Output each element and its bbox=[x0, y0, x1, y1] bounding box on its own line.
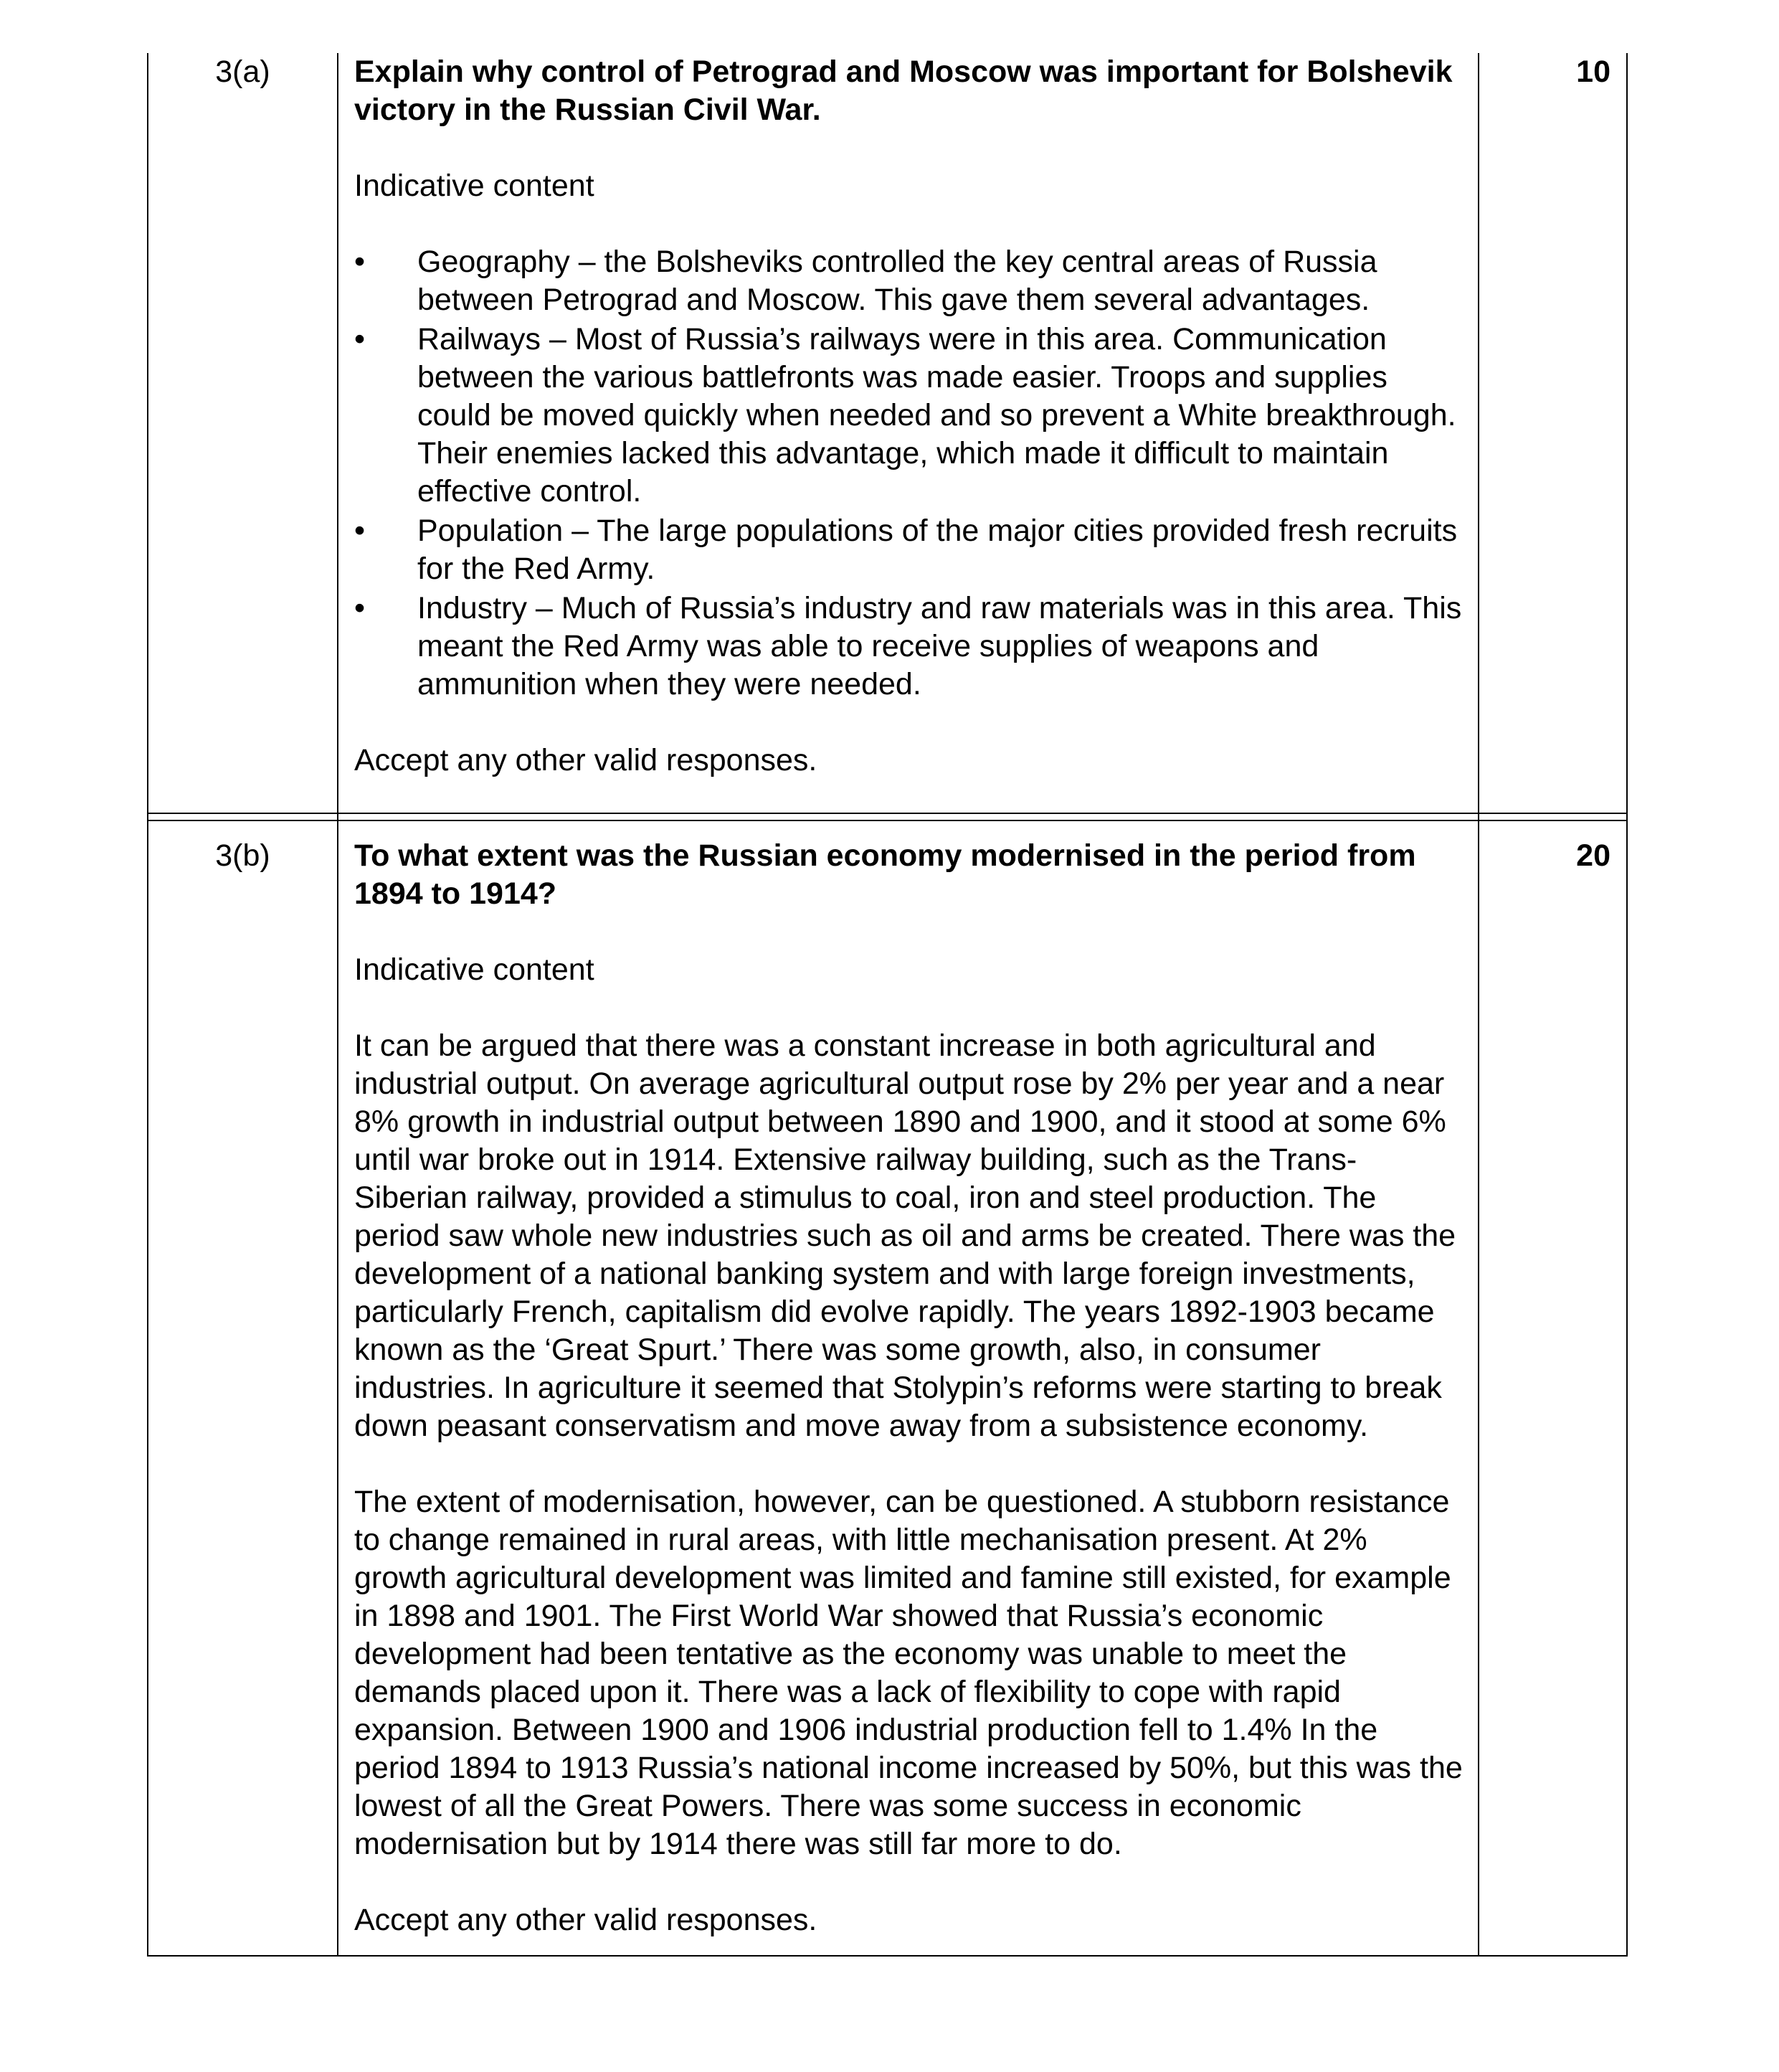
bullet-icon: • bbox=[354, 591, 366, 625]
divider-cell bbox=[338, 813, 1479, 820]
marks-value: 10 bbox=[1479, 53, 1627, 813]
bullet-icon: • bbox=[354, 245, 366, 279]
marks-value: 20 bbox=[1479, 820, 1627, 1956]
question-row-3a bbox=[148, 53, 1627, 813]
question-number: 3(b) bbox=[148, 820, 338, 1956]
list-item bbox=[354, 243, 1463, 319]
closing-note: Accept any other valid responses. bbox=[354, 743, 817, 777]
question-content bbox=[338, 53, 1479, 813]
question-text: To what extent was the Russian economy modernised in the period from 1894 to 1914? bbox=[354, 838, 1416, 911]
list-item-text: Population – The large populations of the major cities provided fresh recruits for the Red Army. bbox=[417, 514, 1458, 586]
indicative-content-heading: Indicative content bbox=[354, 952, 594, 987]
list-item-text: Railways – Most of Russia’s railways were in this area. Communication between the various battlefronts was made easier. Troops and supplies could be moved quickly when needed and so prevent a White breakthrough. Their enemies lacked this advantage, which made it difficult to maintain effective control. bbox=[417, 322, 1456, 508]
row-divider bbox=[148, 813, 1627, 820]
bullet-icon: • bbox=[354, 322, 366, 356]
bullet-icon: • bbox=[354, 514, 366, 548]
question-row-3b bbox=[148, 820, 1627, 1956]
content-paragraph: It can be argued that there was a constant increase in both agricultural and industrial output. On average agricultural output rose by 2% per year and a near 8% growth in industrial output between 1890 and 1900, and it stood at some 6% until war broke out in 1914. Extensive railway building, such as the Trans-Siberian railway, provided a stimulus to coal, iron and steel production. The period saw whole new industries such as oil and arms be created. There was the development of a national banking system and with large foreign investments, particularly French, capitalism did evolve rapidly. The years 1892-1903 became known as the ‘Great Spurt.’ There was some growth, also, in consumer industries. In agriculture it seemed that Stolypin’s reforms were starting to break down peasant conservatism and move away from a subsistence economy. bbox=[354, 1028, 1456, 1443]
question-number: 3(a) bbox=[148, 53, 338, 813]
indicative-content-list bbox=[354, 243, 1463, 704]
question-text: Explain why control of Petrograd and Moscow was important for Bolshevik victory in the Russian Civil War. bbox=[354, 55, 1453, 127]
closing-note: Accept any other valid responses. bbox=[354, 1903, 817, 1937]
list-item-text: Geography – the Bolsheviks controlled the key central areas of Russia between Petrograd and Moscow. This gave them several advantages. bbox=[417, 245, 1377, 317]
indicative-content-heading: Indicative content bbox=[354, 169, 594, 203]
list-item bbox=[354, 590, 1463, 704]
content-paragraph: The extent of modernisation, however, can be questioned. A stubborn resistance to change remained in rural areas, with little mechanisation present. At 2% growth agricultural development was limited and famine still existed, for example in 1898 and 1901. The First World War showed that Russia’s economic development had been tentative as the economy was unable to meet the demands placed upon it. There was a lack of flexibility to cope with rapid expansion. Between 1900 and 1906 industrial production fell to 1.4% In the period 1894 to 1913 Russia’s national income increased by 50%, but this was the lowest of all the Great Powers. There was some success in economic modernisation but by 1914 there was still far more to do. bbox=[354, 1485, 1463, 1861]
list-item bbox=[354, 321, 1463, 511]
list-item bbox=[354, 512, 1463, 588]
mark-scheme-table bbox=[147, 53, 1628, 1957]
list-item-text: Industry – Much of Russia’s industry and raw materials was in this area. This meant the Red Army was able to receive supplies of weapons and ammunition when they were needed. bbox=[417, 591, 1462, 701]
divider-cell bbox=[1479, 813, 1627, 820]
divider-cell bbox=[148, 813, 338, 820]
question-content bbox=[338, 820, 1479, 1956]
